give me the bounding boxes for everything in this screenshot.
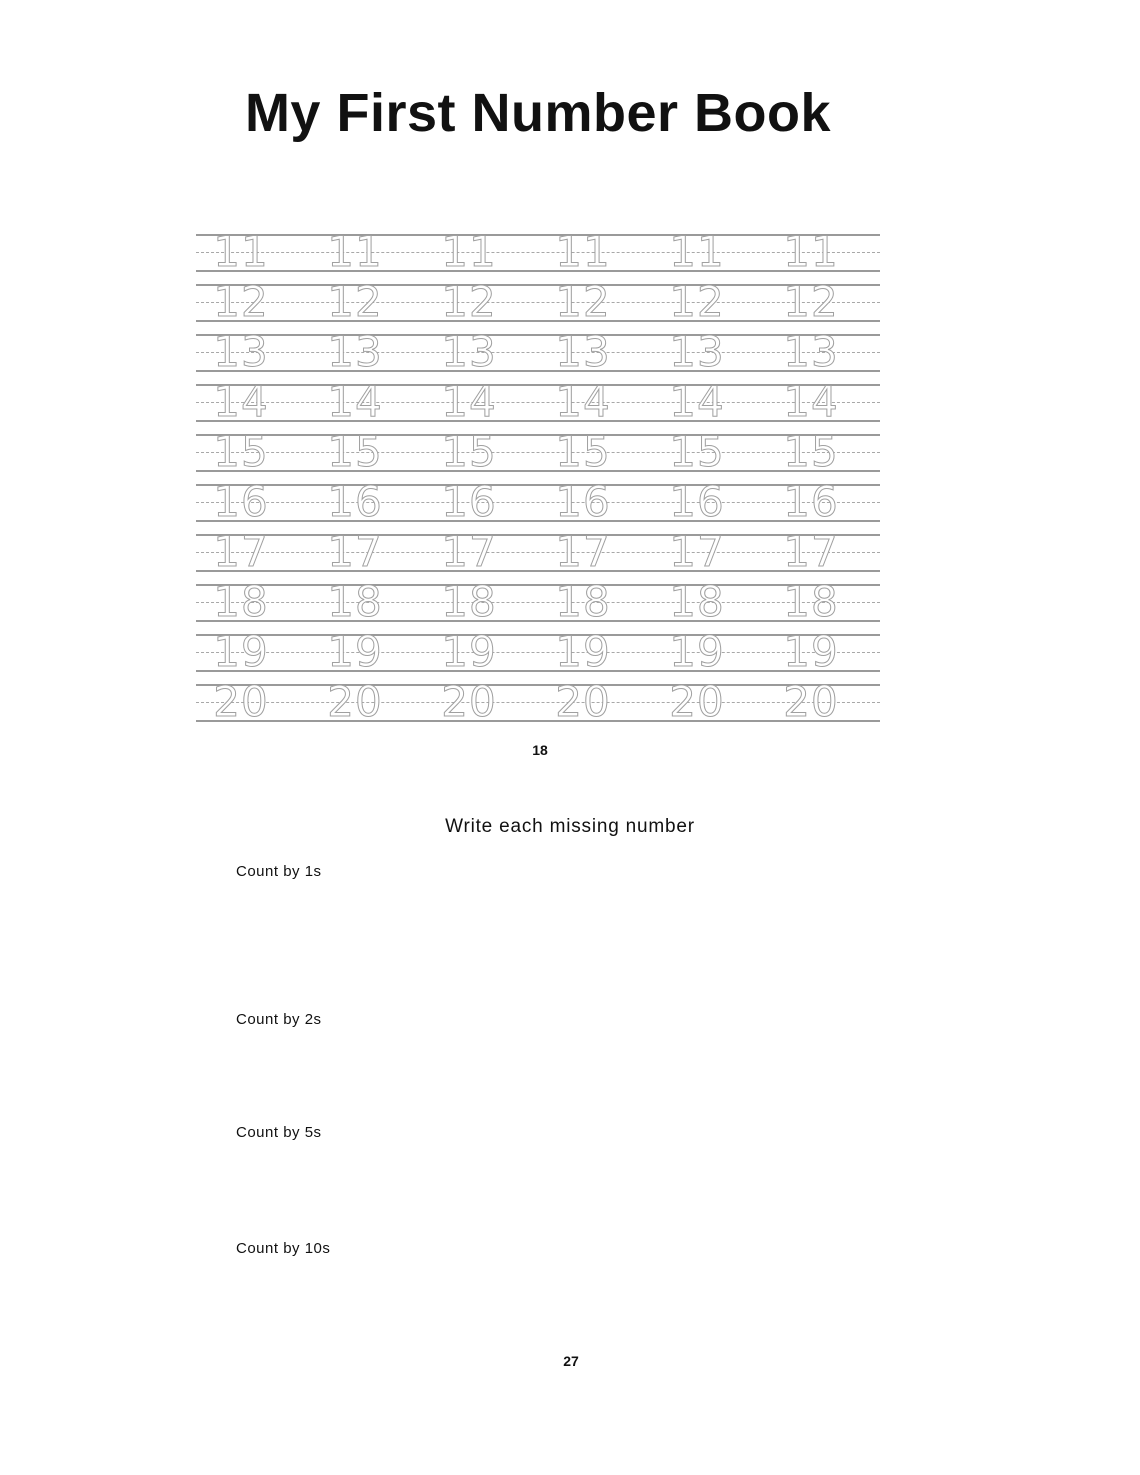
- trace-number: 20: [669, 677, 725, 726]
- trace-number: 13: [213, 327, 269, 376]
- trace-number: 20: [327, 677, 383, 726]
- trace-number: 20: [783, 677, 839, 726]
- count-by-2s-right-table: [571, 1022, 889, 1121]
- trace-number: 18: [555, 577, 611, 626]
- trace-number: 19: [213, 627, 269, 676]
- trace-number: 15: [555, 427, 611, 476]
- trace-number: 18: [783, 577, 839, 626]
- trace-number: 12: [213, 277, 269, 326]
- trace-number: 11: [555, 227, 611, 276]
- trace-row: [196, 477, 880, 526]
- trace-number: 12: [783, 277, 839, 326]
- trace-number: 12: [441, 277, 497, 326]
- trace-number: 14: [669, 377, 725, 426]
- trace-row: [196, 577, 880, 626]
- trace-number: 13: [555, 327, 611, 376]
- trace-row: [196, 277, 880, 326]
- trace-number: 19: [669, 627, 725, 676]
- count-by-2s-left-table: [236, 1033, 564, 1105]
- trace-number: 16: [441, 477, 497, 526]
- trace-number: 15: [669, 427, 725, 476]
- trace-number: 17: [669, 527, 725, 576]
- trace-number: 19: [783, 627, 839, 676]
- trace-number: 18: [327, 577, 383, 626]
- trace-number: 19: [555, 627, 611, 676]
- trace-number: 11: [441, 227, 497, 276]
- trace-number: 15: [441, 427, 497, 476]
- count-by-2s-label: Count by 2s: [236, 1011, 322, 1028]
- trace-number: 14: [783, 377, 839, 426]
- trace-number: 18: [213, 577, 269, 626]
- count-by-1s-table: [236, 917, 896, 997]
- count-by-5s-label: Count by 5s: [236, 1124, 322, 1141]
- trace-number: 15: [327, 427, 383, 476]
- count-by-1s-label: Count by 1s: [236, 863, 322, 880]
- trace-number: 13: [441, 327, 497, 376]
- trace-number: 14: [441, 377, 497, 426]
- trace-number: 11: [327, 227, 383, 276]
- trace-number: 19: [441, 627, 497, 676]
- trace-number: 11: [669, 227, 725, 276]
- trace-row: [196, 327, 880, 376]
- trace-number: 16: [555, 477, 611, 526]
- trace-number: 18: [669, 577, 725, 626]
- trace-number: 14: [555, 377, 611, 426]
- trace-number: 17: [441, 527, 497, 576]
- page-title: My First Number Book: [244, 83, 832, 143]
- trace-number: 19: [327, 627, 383, 676]
- trace-number: 14: [327, 377, 383, 426]
- trace-number: 18: [441, 577, 497, 626]
- count-by-10s-label: Count by 10s: [236, 1240, 331, 1257]
- trace-number: 12: [669, 277, 725, 326]
- trace-number: 13: [783, 327, 839, 376]
- trace-number: 13: [669, 327, 725, 376]
- trace-number: 17: [327, 527, 383, 576]
- tracing-practice-area: [196, 228, 880, 728]
- trace-row: [196, 627, 880, 676]
- trace-number: 17: [783, 527, 839, 576]
- trace-number: 16: [669, 477, 725, 526]
- count-by-10s-table: [238, 1265, 898, 1309]
- trace-number: 17: [213, 527, 269, 576]
- trace-number: 20: [555, 677, 611, 726]
- trace-number: 16: [327, 477, 383, 526]
- page-number-bottom: 27: [563, 1353, 579, 1369]
- trace-number: 15: [213, 427, 269, 476]
- count-by-1s-header-table: [236, 889, 896, 909]
- trace-number: 13: [327, 327, 383, 376]
- trace-number: 16: [213, 477, 269, 526]
- trace-row: [196, 427, 880, 476]
- trace-number: 12: [555, 277, 611, 326]
- trace-number: 11: [213, 227, 269, 276]
- count-by-5s-table: [236, 1145, 892, 1223]
- trace-number: 17: [555, 527, 611, 576]
- trace-number: 20: [441, 677, 497, 726]
- trace-number: 12: [327, 277, 383, 326]
- trace-number: 14: [213, 377, 269, 426]
- trace-number: 15: [783, 427, 839, 476]
- trace-number: 16: [783, 477, 839, 526]
- trace-row: [196, 227, 880, 276]
- trace-row: [196, 677, 880, 726]
- page-number-top: 18: [532, 742, 548, 758]
- trace-row: [196, 527, 880, 576]
- trace-row: [196, 377, 880, 426]
- trace-number: 11: [783, 227, 839, 276]
- worksheet-instruction: Write each missing number: [445, 816, 695, 837]
- trace-number: 20: [213, 677, 269, 726]
